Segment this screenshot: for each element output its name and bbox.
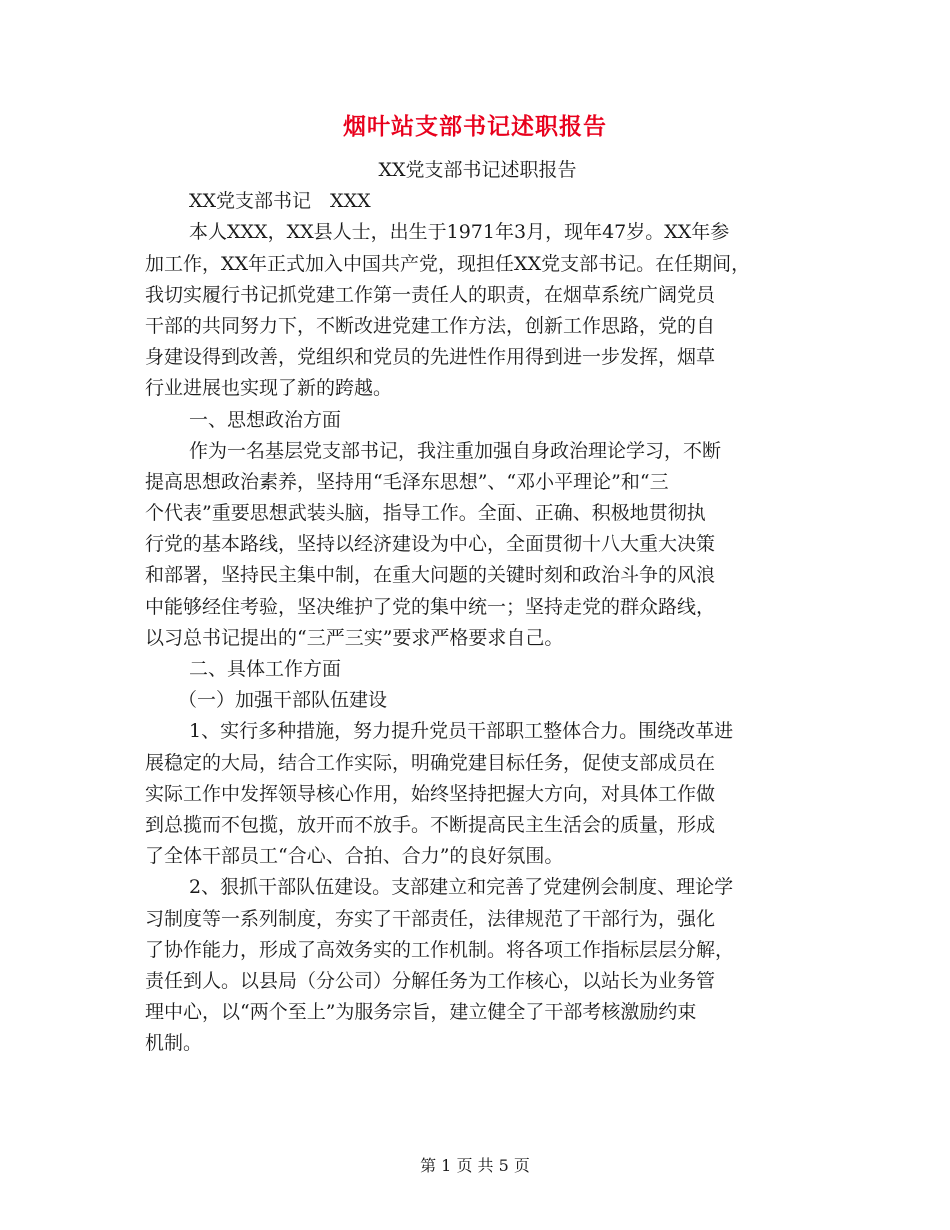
paragraph-line: 理中心，以“两个至上”为服务宗旨，建立健全了干部考核激励约束 (145, 1001, 697, 1024)
paragraph-line: 提高思想政治素养，坚持用“毛泽东思想”、“邓小平理论”和“三 (145, 470, 669, 493)
paragraph-line: 干部的共同努力下，不断改进党建工作方法，创新工作思路，党的自 (145, 314, 716, 337)
paragraph-line: 责任到人。以县局（分公司）分解任务为工作核心，以站长为业务管 (145, 969, 716, 992)
paragraph-line: 1、实行多种措施，努力提升党员干部职工整体合力。围绕改革进 (189, 720, 734, 743)
paragraph-line: 中能够经住考验，坚决维护了党的集中统一；坚持走党的群众路线， (145, 595, 716, 618)
paragraph-line: 习制度等一系列制度，夯实了干部责任，法律规范了干部行为，强化 (145, 907, 716, 930)
paragraph-line: 了协作能力，形成了高效务实的工作机制。将各项工作指标层层分解， (145, 938, 735, 961)
paragraph-line: 机制。 (145, 1032, 203, 1055)
document-title: 烟叶站支部书记述职报告 (343, 113, 607, 140)
paragraph-line: 作为一名基层党支部书记，我注重加强自身政治理论学习，不断 (189, 439, 722, 462)
subsection-heading: （一）加强干部队伍建设 (178, 689, 388, 712)
paragraph-line: 到总揽而不包揽，放开而不放手。不断提高民主生活会的质量，形成 (145, 813, 716, 836)
paragraph-line: 加工作，XX年正式加入中国共产党，现担任XX党支部书记。在任期间， (145, 252, 751, 275)
page-footer: 第 1 页 共 5 页 (420, 1156, 530, 1175)
paragraph-line: 本人XXX，XX县人士，出生于1971年3月，现年47岁。XX年参 (189, 221, 730, 244)
subtitle: XX党支部书记述职报告 (378, 159, 577, 181)
document-body (145, 155, 810, 1059)
paragraph-line: 展稳定的大局，结合工作实际，明确党建目标任务，促使支部成员在 (145, 751, 716, 774)
paragraph-line: 个代表”重要思想武装头脑，指导工作。全面、正确、积极地贯彻执 (145, 502, 706, 525)
section-heading: 二、具体工作方面 (189, 658, 342, 680)
paragraph-line: 身建设得到改善，党组织和党员的先进性作用得到进一步发挥，烟草 (145, 346, 716, 369)
paragraph-line: 以习总书记提出的“三严三实”要求严格要求自己。 (145, 626, 564, 649)
author-line: XX党支部书记 XXX (189, 190, 371, 213)
paragraph-line: 和部署，坚持民主集中制，在重大问题的关键时刻和政治斗争的风浪 (145, 564, 716, 587)
paragraph-line: 我切实履行书记抓党建工作第一责任人的职责，在烟草系统广阔党员 (145, 283, 716, 306)
paragraph-line: 行党的基本路线，坚持以经济建设为中心，全面贯彻十八大重大决策 (145, 533, 716, 556)
paragraph-line: 2、狠抓干部队伍建设。支部建立和完善了党建例会制度、理论学 (189, 876, 734, 899)
section-heading: 一、思想政治方面 (189, 408, 342, 431)
paragraph-line: 实际工作中发挥领导核心作用，始终坚持把握大方向，对具体工作做 (145, 782, 716, 805)
paragraph-line: 行业进展也实现了新的跨越。 (145, 377, 393, 400)
paragraph-line: 了全体干部员工“合心、合拍、合力”的良好氛围。 (145, 845, 564, 868)
